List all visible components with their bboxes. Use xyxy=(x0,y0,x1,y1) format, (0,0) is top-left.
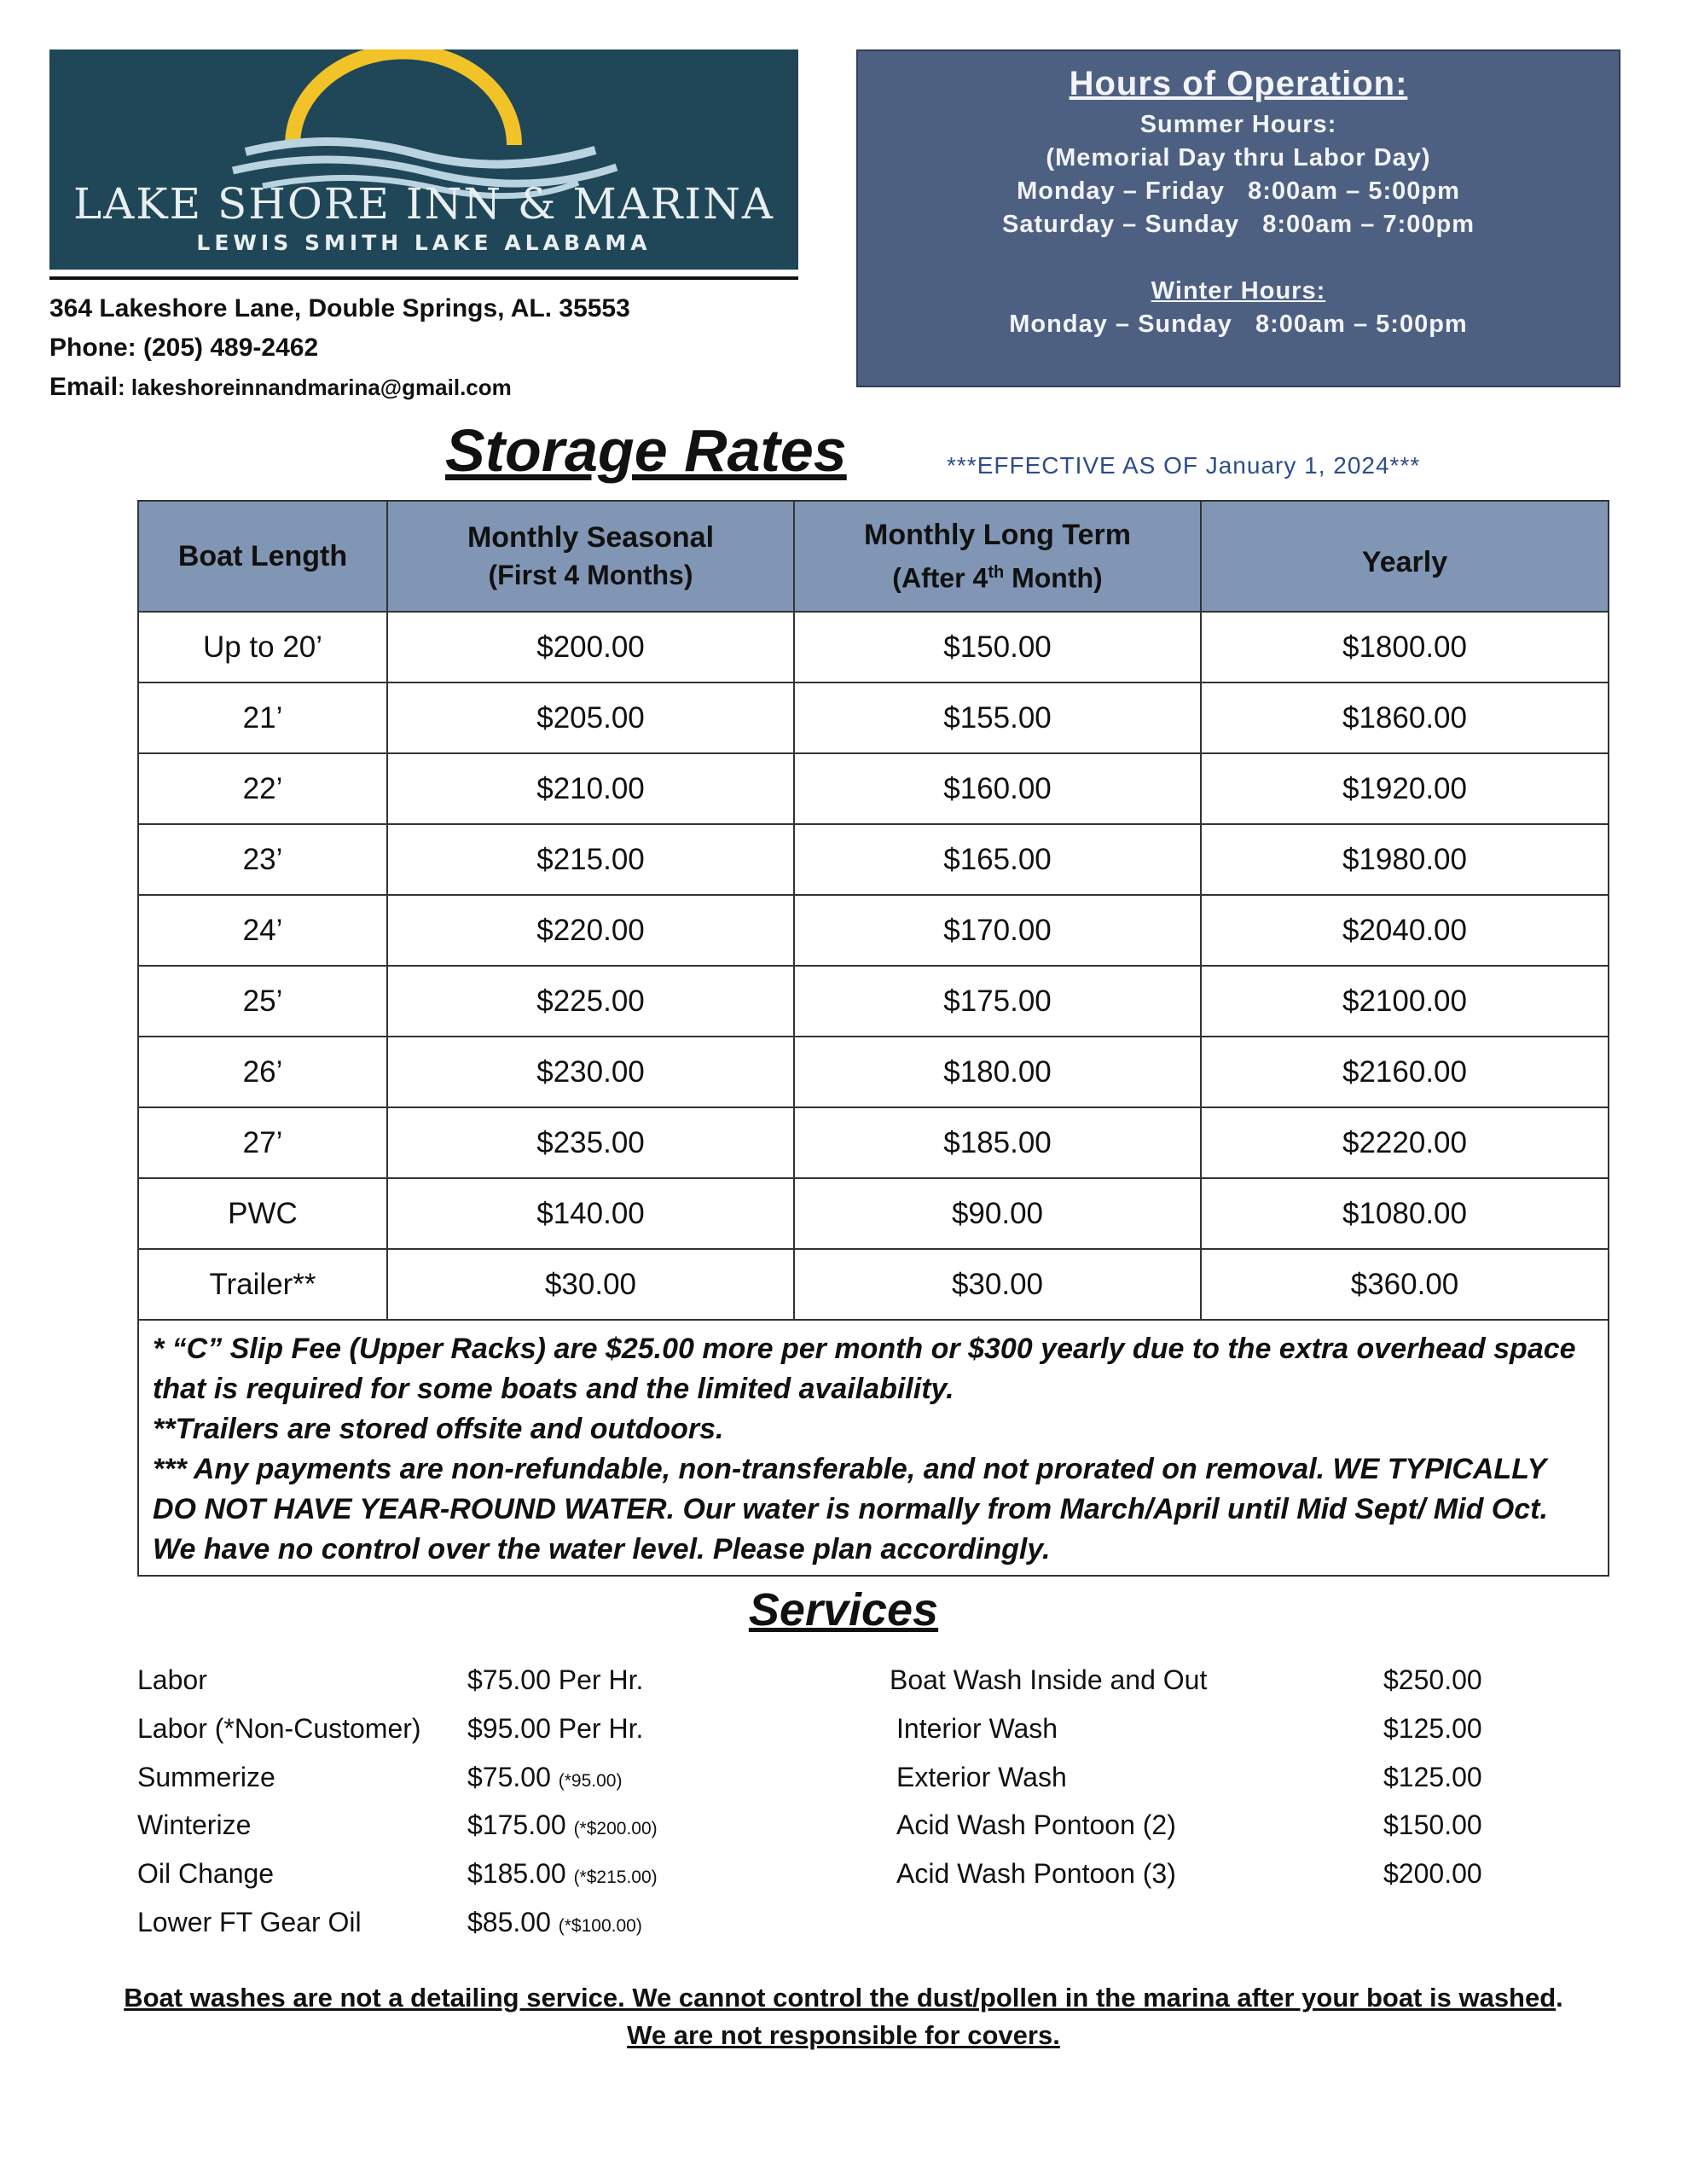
logo-subtitle: LEWIS SMITH LAKE ALABAMA xyxy=(196,230,652,255)
service-name: Boat Wash Inside and Out xyxy=(890,1664,1208,1695)
monthly-seasonal-cell: $210.00 xyxy=(387,753,794,824)
service-price-value: $185.00 xyxy=(467,1858,566,1889)
service-price xyxy=(467,1907,642,1938)
header-seasonal-sub: (First 4 Months) xyxy=(488,560,693,590)
note-line: We have no control over the water level. Please plan accordingly. xyxy=(153,1533,1051,1565)
boat-length-cell: Trailer** xyxy=(138,1249,387,1320)
monthly-seasonal-cell: $215.00 xyxy=(387,824,794,895)
service-name: Exterior Wash xyxy=(896,1762,1067,1792)
monthly-long-term-cell: $160.00 xyxy=(794,753,1201,824)
email-address[interactable]: : lakeshoreinnandmarina@gmail.com xyxy=(118,375,512,400)
table-header-row xyxy=(138,501,1609,612)
table-row xyxy=(138,753,1609,824)
monthly-seasonal-cell: $140.00 xyxy=(387,1178,794,1249)
table-row xyxy=(138,1107,1609,1178)
boat-length-cell: 22’ xyxy=(138,753,387,824)
table-row xyxy=(138,1249,1609,1320)
monthly-seasonal-cell: $230.00 xyxy=(387,1037,794,1107)
logo-divider xyxy=(49,276,798,280)
winter-hours-label: Winter Hours: xyxy=(1151,277,1326,305)
note-line: DO NOT HAVE YEAR-ROUND WATER. Our water is normally from March/April until Mid Sept/ Mid Oct. xyxy=(153,1493,1548,1525)
service-price: $200.00 xyxy=(1383,1858,1482,1889)
table-row xyxy=(138,1178,1609,1249)
rates-body xyxy=(138,612,1609,1320)
service-name: Winterize xyxy=(137,1809,252,1840)
service-noncustomer-price: (*$200.00) xyxy=(573,1819,658,1838)
address: 364 Lakeshore Lane, Double Springs, AL. 35553 xyxy=(49,294,630,322)
service-name: Acid Wash Pontoon (3) xyxy=(896,1858,1176,1889)
note-line: *** Any payments are non-refundable, non-transferable, and not prorated on removal. WE TYPICALLY xyxy=(153,1453,1547,1485)
header-yearly: Yearly xyxy=(1201,501,1609,612)
footer-covers: We are not responsible for covers. xyxy=(627,2020,1060,2050)
service-price-value: $95.00 Per Hr. xyxy=(467,1713,644,1744)
summer-weekend-hours: Saturday – Sunday 8:00am – 7:00pm xyxy=(1002,211,1475,238)
service-noncustomer-price: (*$215.00) xyxy=(573,1867,658,1887)
service-name: Oil Change xyxy=(137,1858,275,1889)
winter-hours: Monday – Sunday 8:00am – 5:00pm xyxy=(1009,311,1468,338)
effective-date: ***EFFECTIVE AS OF January 1, 2024*** xyxy=(947,452,1421,479)
table-row xyxy=(138,966,1609,1037)
monthly-long-term-cell: $165.00 xyxy=(794,824,1201,895)
yearly-cell: $360.00 xyxy=(1201,1249,1609,1320)
service-name: Labor (*Non-Customer) xyxy=(137,1713,421,1744)
boat-length-cell: 24’ xyxy=(138,895,387,966)
note-line: **Trailers are stored offsite and outdoors. xyxy=(153,1413,724,1445)
notes-row xyxy=(138,1320,1609,1576)
marina-logo xyxy=(49,49,798,270)
page-title: Storage Rates xyxy=(445,417,847,484)
note-line: * “C” Slip Fee (Upper Racks) are $25.00 more per month or $300 yearly due to the extra overhead space xyxy=(153,1333,1576,1365)
service-price xyxy=(467,1664,643,1696)
table-row xyxy=(138,824,1609,895)
monthly-long-term-cell: $180.00 xyxy=(794,1037,1201,1107)
service-price: $125.00 xyxy=(1383,1762,1482,1792)
rate-notes xyxy=(138,1320,1609,1576)
monthly-seasonal-cell: $220.00 xyxy=(387,895,794,966)
yearly-cell: $1920.00 xyxy=(1201,753,1609,824)
monthly-seasonal-cell: $225.00 xyxy=(387,966,794,1037)
boat-length-cell: 25’ xyxy=(138,966,387,1037)
service-name: Interior Wash xyxy=(896,1713,1058,1744)
header-boat-length: Boat Length xyxy=(138,501,387,612)
monthly-seasonal-cell: $200.00 xyxy=(387,612,794,682)
header-longterm-sub xyxy=(795,554,1200,597)
footer-line-1 xyxy=(0,1983,1687,2013)
email-line xyxy=(49,373,512,402)
header-longterm-sub-a: (After 4 xyxy=(892,562,988,594)
monthly-long-term-cell: $30.00 xyxy=(794,1249,1201,1320)
table-row xyxy=(138,1037,1609,1107)
table-row xyxy=(138,682,1609,753)
service-noncustomer-price: (*$100.00) xyxy=(558,1916,642,1936)
monthly-seasonal-cell: $30.00 xyxy=(387,1249,794,1320)
boat-length-cell: 21’ xyxy=(138,682,387,753)
service-price xyxy=(467,1858,658,1890)
hours-title: Hours of Operation: xyxy=(1069,65,1408,102)
yearly-cell: $1860.00 xyxy=(1201,682,1609,753)
summer-range: (Memorial Day thru Labor Day) xyxy=(1046,144,1431,171)
monthly-long-term-cell: $90.00 xyxy=(794,1178,1201,1249)
table-row xyxy=(138,612,1609,682)
monthly-long-term-cell: $185.00 xyxy=(794,1107,1201,1178)
monthly-seasonal-cell: $205.00 xyxy=(387,682,794,753)
header-seasonal-label: Monthly Seasonal xyxy=(467,521,715,554)
service-price: $125.00 xyxy=(1383,1713,1482,1744)
summer-hours-label: Summer Hours: xyxy=(1139,111,1337,138)
services-title: Services xyxy=(748,1584,939,1635)
table-row xyxy=(138,895,1609,966)
yearly-cell: $2040.00 xyxy=(1201,895,1609,966)
service-price xyxy=(467,1809,658,1841)
service-price-value: $75.00 xyxy=(467,1762,551,1792)
yearly-cell: $1800.00 xyxy=(1201,612,1609,682)
monthly-long-term-cell: $150.00 xyxy=(794,612,1201,682)
boat-length-cell: 27’ xyxy=(138,1107,387,1178)
service-price: $250.00 xyxy=(1383,1664,1482,1695)
boat-length-cell: PWC xyxy=(138,1178,387,1249)
header-longterm-sub-b: Month) xyxy=(1004,562,1103,594)
header-monthly-long-term xyxy=(794,501,1201,612)
header-longterm-label: Monthly Long Term xyxy=(864,518,1131,551)
header-monthly-seasonal xyxy=(387,501,794,612)
email-label: Email xyxy=(49,373,119,401)
footer-disclaimer: Boat washes are not a detailing service. We cannot control the dust/pollen in the marina after your boat is washed xyxy=(124,1983,1557,2013)
summer-weekday-hours: Monday – Friday 8:00am – 5:00pm xyxy=(1017,177,1460,205)
service-price-value: $85.00 xyxy=(467,1907,551,1937)
monthly-long-term-cell: $155.00 xyxy=(794,682,1201,753)
yearly-cell: $2160.00 xyxy=(1201,1037,1609,1107)
footer-period: . xyxy=(1556,1983,1563,2013)
storage-rates-table xyxy=(137,500,1609,1577)
monthly-long-term-cell: $175.00 xyxy=(794,966,1201,1037)
service-price-value: $75.00 Per Hr. xyxy=(467,1664,644,1695)
monthly-seasonal-cell: $235.00 xyxy=(387,1107,794,1178)
service-name: Acid Wash Pontoon (2) xyxy=(896,1809,1176,1840)
monthly-long-term-cell: $170.00 xyxy=(794,895,1201,966)
yearly-cell: $2220.00 xyxy=(1201,1107,1609,1178)
yearly-cell: $1080.00 xyxy=(1201,1178,1609,1249)
logo-name: LAKE SHORE INN & MARINA xyxy=(72,179,775,229)
service-name: Lower FT Gear Oil xyxy=(137,1907,362,1937)
service-name: Labor xyxy=(137,1664,207,1695)
service-price xyxy=(467,1762,622,1793)
service-name: Summerize xyxy=(137,1762,275,1792)
service-price xyxy=(467,1713,643,1745)
service-price-value: $175.00 xyxy=(467,1809,566,1840)
phone: Phone: (205) 489-2462 xyxy=(49,334,319,362)
service-noncustomer-price: (*95.00) xyxy=(558,1771,623,1791)
boat-length-cell: 26’ xyxy=(138,1037,387,1107)
note-line: that is required for some boats and the limited availability. xyxy=(153,1373,954,1405)
footer-line-2 xyxy=(0,2020,1687,2051)
boat-length-cell: Up to 20’ xyxy=(138,612,387,682)
yearly-cell: $1980.00 xyxy=(1201,824,1609,895)
boat-length-cell: 23’ xyxy=(138,824,387,895)
service-price: $150.00 xyxy=(1383,1809,1482,1840)
header-longterm-sup: th xyxy=(988,562,1005,582)
yearly-cell: $2100.00 xyxy=(1201,966,1609,1037)
hours-box xyxy=(856,49,1620,387)
